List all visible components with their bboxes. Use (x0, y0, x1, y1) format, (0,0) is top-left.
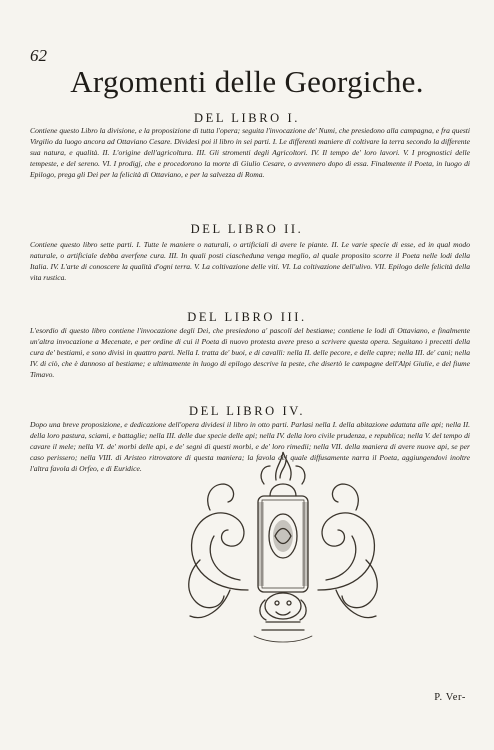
left-scroll-ornament (192, 513, 248, 590)
book-1-heading: DEL LIBRO I. (193, 111, 301, 125)
catchword: P. Ver- (434, 692, 466, 703)
page-title: Argomenti delle Georgiche. (70, 64, 424, 99)
page-number: 62 (30, 46, 47, 65)
book-3-summary: L'esordio di questo libro contiene l'invocazione degli Dei, che presiedono a' pascoli del bestiame; contiene le lodi di Ottaviano, e finalmente un'altra invocazione a Mecenate, e per ordine di cui il Poeta di nuovo protesta avere preso a scrivere questa opera. Seguitano i precetti della cura de' bestiami, e sono divisi in quattro parti. Nella I. tratta de' buoi, e di cavalli: nella II. delle pecore, e delle capre; nella III. de' cani; nella IV. di ciò, che è dannoso al bestiame; e ultimamente in luogo di epilogo descrive la peste, che disertò le campagne dell'Alpi Giulie, e del fiume Timavo. (30, 326, 470, 379)
book-1-summary: Contiene questo Libro la divisione, e la proposizione di tutta l'opera; seguita l'invocazione de' Numi, che presiedono alla campagna, e fra questi Virgilio da luogo ancora ad Ottaviano Cesare. Dividesi poi il libro in sei parti. I. Le differenti maniere di coltivare la terra secondo la differente sua natura, e qualità. II. L'origine dell'agricoltura. III. Gli stromenti degli Agricoltori. IV. Il tempo de' loro lavori. V. I prognostici delle tempeste, e del sereno. VI. I prodigj, che e procedorono la morte di Giulio Cesare, o avvennero dopo di essa. Finalmente il Poeta, in luogo di Epilogo, prega gli Dei per la felicità di Ottaviano, e per la salvezza di Roma. (30, 126, 470, 179)
book-3-heading: DEL LIBRO III. (187, 310, 307, 324)
ornamental-vignette (170, 440, 396, 652)
book-4-summary: Dopo una breve proposizione, e dedicazione dell'opera dividesi il libro in otto parti. Parlasi nella I. della abitazione adattata alle api; nella II. della loro pastura, sciami, e battaglie; nella III. delle due specie delle api; nella IV. della loro civile prudenza, e republica; nella V. del tempo di cavare il mele; nella VI. de' morbi delle api, e de' segni di questi morbi, e de' loro rimedii; nella VII. della maniera di avere nuove api, se per caso perissero; nella VIII. di Aristeo ritrovatore di questa maniera; la favola del quale diffusamente narra il Poeta, aggiungendovi inoltre l'altra favola di Orfeo, e di Euridice. (30, 420, 470, 473)
right-scroll-ornament (318, 513, 374, 590)
book-2-summary: Contiene questo libro sette parti. I. Tutte le maniere o naturali, o artificiali di avere le piante. II. Le varie specie di esse, ed in qual modo naturale, o artificiale debba averfene cura. III. In quali posti ciascheduna venga meglio, al quale proposito scorre il Poeta nelle lodi della Italia. IV. L'arte di conoscere la qualità d'ogni terra. V. La coltivazione delle viti. VI. La coltivazione dell'ulivo. VII. Epilogo delle felicità della vita rustica. (30, 240, 470, 282)
book-4-heading: DEL LIBRO IV. (188, 404, 306, 418)
book-2-heading: DEL LIBRO II. (190, 222, 304, 236)
